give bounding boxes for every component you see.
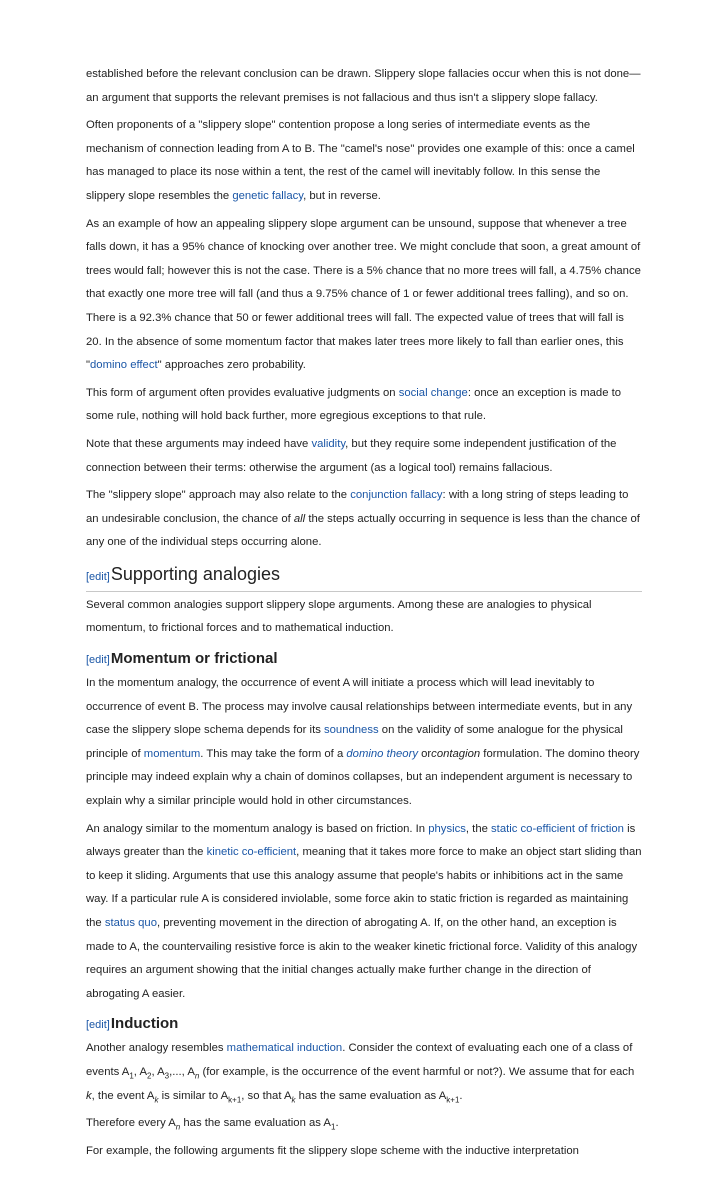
paragraph: For example, the following arguments fit the slippery slope scheme with the inductive interpretation [86, 1144, 579, 1157]
paragraph: established before the relevant conclusion can be drawn. Slippery slope fallacies occur when this is not done—an argument that supports the relevant premises is not fallacious and thus isn't a slippery slope fallacy. [86, 68, 641, 104]
paragraph: Note that these arguments may indeed have validity, but they require some independent justification of the connection between their terms: otherwise the argument (as a logical tool) remains fallacious. [86, 437, 617, 474]
section-title: Supporting analogies [110, 563, 280, 584]
link-physics[interactable]: physics [428, 822, 466, 835]
edit-link[interactable]: [edit] [86, 1019, 110, 1032]
link-kinetic-coefficient[interactable]: kinetic co-efficient [206, 846, 297, 859]
link-domino-theory[interactable]: domino theory [346, 747, 418, 760]
link-soundness[interactable]: soundness [324, 724, 379, 737]
link-validity[interactable]: validity [311, 437, 346, 450]
paragraph: An analogy similar to the momentum analogy is based on friction. In physics, the static co-efficient of friction is always greater than the kinetic co-efficient, meaning that it takes more force to make an object start sliding than to keep it sliding. Arguments that use this analogy assume that people's habits or inhibitions act in the same way. If a particular rule A is considered inviolable, some force akin to static friction is regarded as maintaining the status quo, preventing movement in the direction of abrogating A. If, on the other hand, an exception is made to A, the countervailing resistive force is akin to the weaker kinetic frictional force. Validity of this analogy requires an argument showing that the initial changes actually make further change in the direction of abrogating A easier. [86, 822, 642, 1000]
link-social-change[interactable]: social change [398, 386, 468, 399]
section-heading-momentum [86, 647, 642, 672]
section-title: Induction [110, 1015, 179, 1033]
edit-link[interactable]: [edit] [86, 654, 110, 667]
paragraph: Another analogy resembles mathematical induction. Consider the context of evaluating each one of a class of events $A_1$, $A_2$, $A_3$,..., $A_n$ (for example, is the occurrence of the event harmful or not?). We assume that for each k, the event $A_k$ is similar to $A_{k+1}$, so that $A_k$ has the same evaluation as $A_{k+1}$. [86, 1042, 635, 1104]
paragraph: In the momentum analogy, the occurrence of event A will initiate a process which will lead inevitably to occurrence of event B. The process may involve causal relationships between intermediate events, but in any case the slippery slope schema depends for its soundness on the validity of some analogue for the physical principle of momentum. This may take the form of a domino theory orcontagion formulation. The domino theory principle may indeed explain why a chain of dominos collapses, but an independent argument is necessary to explain why a similar principle would hold in other circumstances. [86, 677, 640, 808]
section-title: Momentum or frictional [110, 650, 278, 668]
link-mathematical-induction[interactable]: mathematical induction [226, 1042, 343, 1055]
link-static-friction[interactable]: static co-efficient of friction [491, 822, 624, 835]
link-domino-effect[interactable]: domino effect [90, 359, 158, 372]
paragraph: The "slippery slope" approach may also relate to the conjunction fallacy: with a long string of steps leading to an undesirable conclusion, the chance of all the steps actually occurring in sequence is less than the chance of any one of the individual steps occurring alone. [86, 489, 640, 549]
paragraph: Several common analogies support slippery slope arguments. Among these are analogies to physical momentum, to frictional forces and to mathematical induction. [86, 598, 592, 635]
paragraph: This form of argument often provides evaluative judgments on social change: once an exception is made to some rule, nothing will hold back further, more egregious exceptions to that rule. [86, 386, 622, 423]
section-heading-induction [86, 1012, 642, 1037]
paragraph: As an example of how an appealing slippery slope argument can be unsound, suppose that whenever a tree falls down, it has a 95% chance of knocking over another tree. We might conclude that soon, a great amount of trees would fall; however this is not the case. There is a 5% chance that no more trees will fall, a 4.75% chance that exactly one more tree will fall (and thus a 9.75% chance of 1 or fewer additional trees falling), and so on. There is a 92.3% chance that 50 or fewer additional trees will fall. The expected value of trees that will fall is 20. In the absence of some momentum factor that makes later trees more likely to fall than earlier ones, this "domino effect" approaches zero probability. [86, 217, 641, 372]
link-status-quo[interactable]: status quo [104, 917, 157, 929]
link-genetic-fallacy[interactable]: genetic fallacy [232, 189, 304, 202]
paragraph: Therefore every $A_n$ has the same evaluation as $A_1$. [86, 1117, 339, 1132]
section-heading-supporting-analogies [86, 561, 642, 592]
link-conjunction-fallacy[interactable]: conjunction fallacy [350, 489, 443, 502]
edit-link[interactable]: [edit] [86, 570, 110, 583]
paragraph: Often proponents of a "slippery slope" contention propose a long series of intermediate events as the mechanism of connection leading from A to B. The "camel's nose" provides one example of this: once a camel has managed to place its nose within a tent, the rest of the camel will inevitably follow. In this sense the slippery slope resembles the genetic fallacy, but in reverse. [86, 119, 635, 202]
link-momentum[interactable]: momentum [143, 747, 201, 760]
